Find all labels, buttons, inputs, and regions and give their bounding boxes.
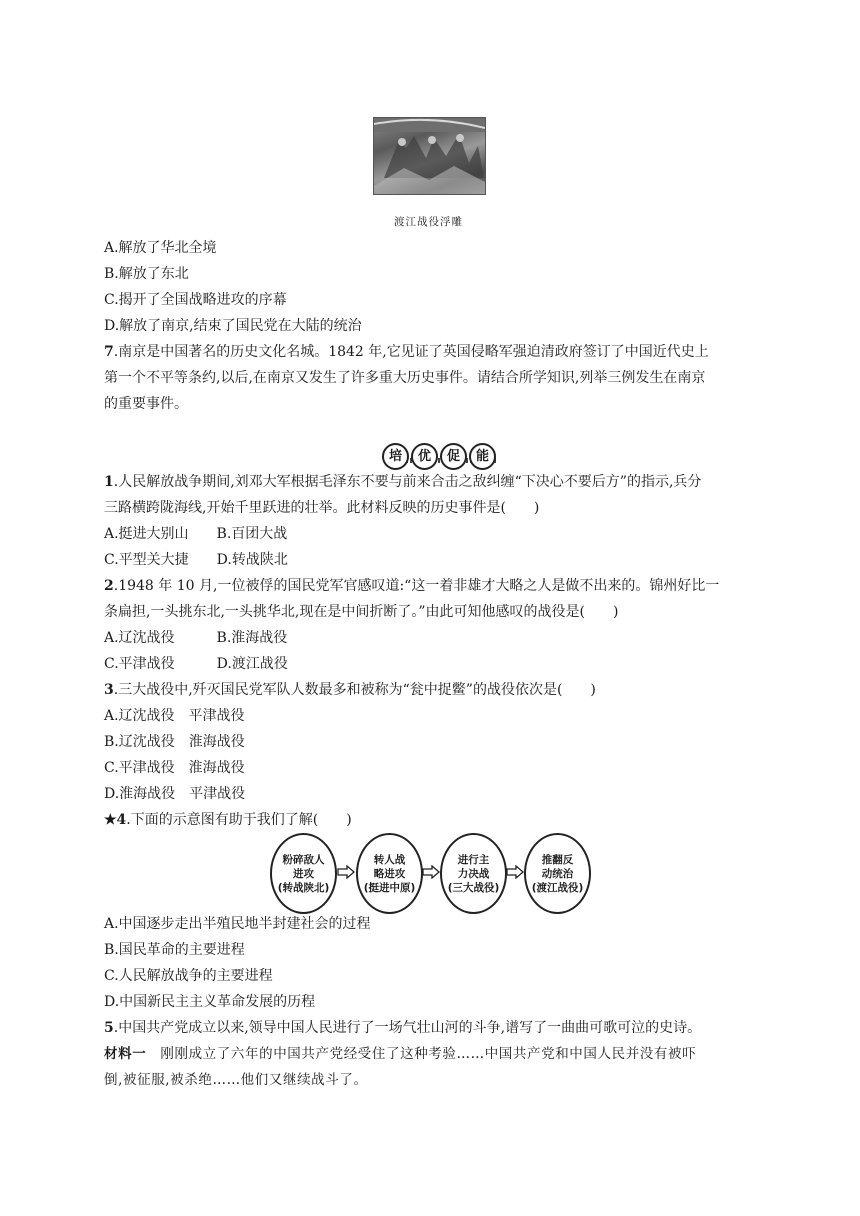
q6-option-b: B.解放了东北: [104, 266, 189, 282]
flow-node-2: [356, 833, 423, 914]
flow-node-text: (转战陕北): [277, 881, 330, 894]
arrow-right-icon: [506, 865, 524, 879]
banner-char: 优: [411, 443, 438, 470]
banner-char: 能: [469, 443, 496, 470]
arrow-right-icon: [337, 865, 355, 879]
q3-line-1: [104, 680, 596, 700]
q4-text: .下面的示意图有助于我们了解( ): [126, 812, 352, 828]
q4-number: ★4: [104, 812, 127, 828]
q1-text-1: .人民解放战争期间,刘邓大军根据毛泽东不要与前来合击之敌纠缠“下决心不要后方”的指示,兵分: [113, 474, 702, 490]
banner-char: 培: [382, 443, 409, 470]
material-text-1: 刚刚成立了六年的中国共产党经受住了这种考验……中国共产党和中国人民并没有被吓: [146, 1046, 697, 1062]
flow-node-text: 粉碎敌人: [282, 853, 325, 866]
q7-text-1: .南京是中国著名的历史文化名城。1842 年,它见证了英国侵略军强迫清政府签订了中国近代史上: [113, 344, 709, 360]
q4-option-b: B.国民革命的主要进程: [104, 942, 245, 958]
flow-node-1: [270, 833, 337, 914]
q6-option-d: D.解放了南京,结束了国民党在大陆的统治: [104, 318, 362, 334]
flow-node-text: 推翻反: [541, 853, 574, 866]
q7-line-2: 第一个不平等条约,以后,在南京又发生了许多重大历史事件。请结合所学知识,列举三例发生在南京: [104, 370, 706, 386]
flow-node-text: 进攻: [292, 867, 314, 880]
flow-node-text: 转人战: [373, 853, 406, 866]
q5-line-1: [104, 1018, 701, 1038]
q1-options-ab: A.挺进大别山 B.百团大战: [104, 526, 288, 542]
section-banner: [382, 443, 496, 469]
q3-option-a: A.辽沈战役 平津战役: [104, 708, 245, 724]
relief-photo: [373, 117, 486, 195]
q7-number: 7: [104, 344, 114, 360]
q1-line-1: [104, 472, 701, 492]
flow-diagram: [270, 833, 590, 913]
q6-option-a: A.解放了华北全境: [104, 240, 217, 256]
q3-option-c: C.平津战役 淮海战役: [104, 760, 245, 776]
q4-option-a: A.中国逐步走出半殖民地半封建社会的过程: [104, 916, 371, 932]
flow-node-3: [440, 833, 507, 914]
flow-node-text: (渡江战役): [531, 881, 584, 894]
q6-option-c: C.揭开了全国战略进攻的序幕: [104, 292, 287, 308]
flow-node-4: [524, 833, 591, 914]
flow-node-text: 进行主: [457, 853, 490, 866]
q3-option-b: B.辽沈战役 淮海战役: [104, 734, 245, 750]
q2-options-cd: C.平津战役 D.渡江战役: [104, 656, 288, 672]
q3-option-d: D.淮海战役 平津战役: [104, 786, 246, 802]
flow-node-text: 动统治: [541, 867, 574, 880]
q1-number: 1: [104, 474, 114, 490]
q7-line-1: [104, 342, 709, 362]
q3-number: 3: [104, 682, 114, 698]
material-label: 材料一: [104, 1046, 147, 1062]
q5-number: 5: [104, 1020, 114, 1036]
flow-node-text: (挺进中原): [363, 881, 416, 894]
q2-text-1: .1948 年 10 月,一位被俘的国民党军官感叹道:“这一着非雄才大略之人是做不出来的。锦州好比一: [113, 578, 720, 594]
q2-options-ab: A.辽沈战役 B.淮海战役: [104, 630, 288, 646]
figure-caption: 渡江战役浮雕: [394, 216, 463, 228]
flow-node-text: 略进攻: [373, 867, 406, 880]
q5-text: .中国共产党成立以来,领导中国人民进行了一场气壮山河的斗争,谱写了一曲曲可歌可泣的史诗。: [113, 1020, 702, 1036]
q3-text: .三大战役中,歼灭国民党军队人数最多和被称为“瓮中捉鳖”的战役依次是( ): [113, 682, 596, 698]
q4-option-d: D.中国新民主主义革命发展的历程: [104, 994, 316, 1010]
arrow-right-icon: [422, 865, 440, 879]
banner-char: 促: [440, 443, 467, 470]
q4-option-c: C.人民解放战争的主要进程: [104, 968, 273, 984]
flow-node-text: (三大战役): [447, 881, 500, 894]
flow-node-text: 力决战: [457, 867, 490, 880]
q2-line-1: [104, 576, 719, 596]
q7-line-3: 的重要事件。: [104, 396, 188, 412]
q5-material-line-2: 倒,被征服,被杀绝……他们又继续战斗了。: [104, 1072, 368, 1088]
q2-line-2: 条扁担,一头挑东北,一头挑华北,现在是中间折断了。”由此可知他感叹的战役是( ): [104, 604, 619, 620]
q1-line-2: 三路横跨陇海线,开始千里跃进的壮举。此材料反映的历史事件是( ): [104, 500, 540, 516]
q2-number: 2: [104, 578, 114, 594]
q1-options-cd: C.平型关大捷 D.转战陕北: [104, 552, 288, 568]
q5-material-line-1: [104, 1044, 696, 1064]
q4-line-1: [104, 810, 352, 830]
